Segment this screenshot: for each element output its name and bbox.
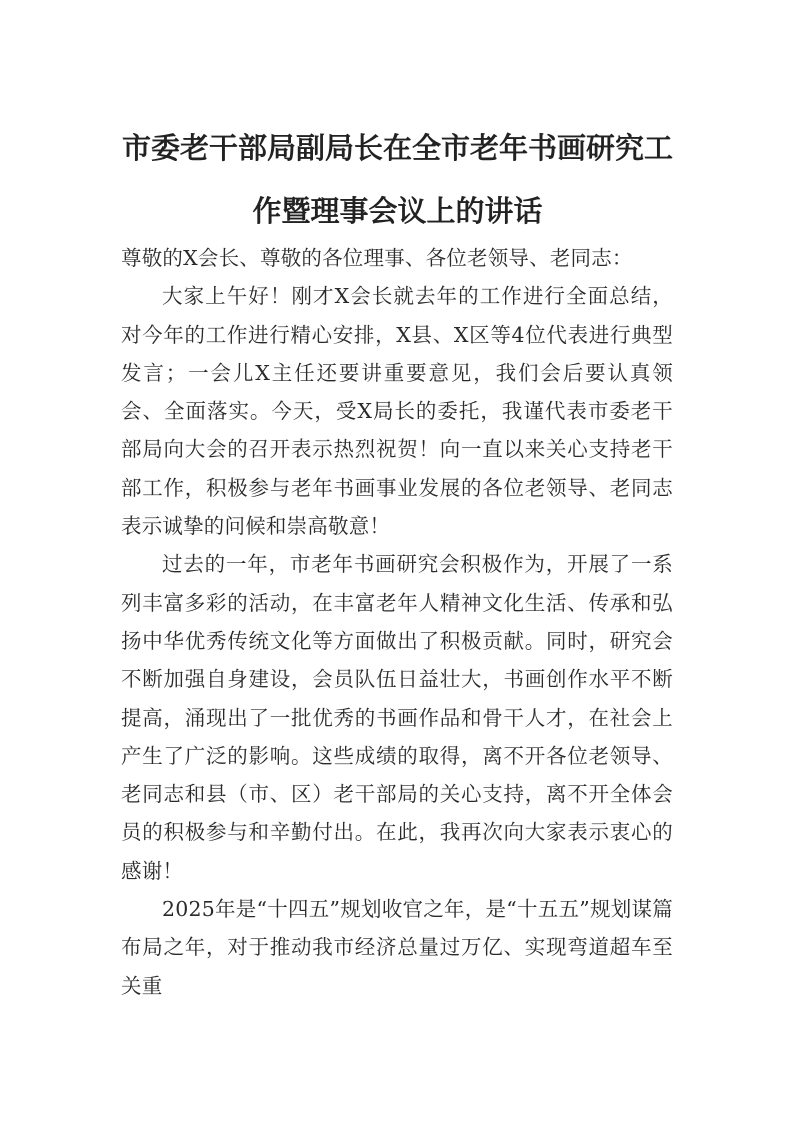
document-title-line-2: 作暨理事会议上的讲话 <box>252 194 543 228</box>
paragraph-1: 大家上午好！刚才X会长就去年的工作进行全面总结，对今年的工作进行精心安排，X县、X区等4位代表进行典型发言；一会儿X主任还要讲重要意见，我们会后要认真领会、全面落实。今天，受X局长的委托，我谨代表市委老干部局向大会的召开表示热烈祝贺！向一直以来关心支持老干部工作，积极参与老年书画事业发展的各位老领导、老同志表示诚挚的问候和崇高敬意！ <box>121 284 673 539</box>
salutation: 尊敬的X会长、尊敬的各位理事、各位老领导、老同志： <box>121 246 633 270</box>
document-body <box>121 239 673 1005</box>
document-title-line-1: 市委老干部局副局长在全市老年书画研究工 <box>121 131 673 165</box>
paragraph-2: 过去的一年，市老年书画研究会积极作为，开展了一系列丰富多彩的活动，在丰富老年人精神文化生活、传承和弘扬中华优秀传统文化等方面做出了积极贡献。同时，研究会不断加强自身建设，会员队伍日益壮大，书画创作水平不断提高，涌现出了一批优秀的书画作品和骨干人才，在社会上产生了广泛的影响。这些成绩的取得，离不开各位老领导、老同志和县（市、区）老干部局的关心支持，离不开全体会员的积极参与和辛勤付出。在此，我再次向大家表示衷心的感谢！ <box>121 552 673 883</box>
paragraph-3: 2025年是“十四五”规划收官之年，是“十五五”规划谋篇布局之年，对于推动我市经济总量过万亿、实现弯道超车至关重 <box>121 897 673 998</box>
